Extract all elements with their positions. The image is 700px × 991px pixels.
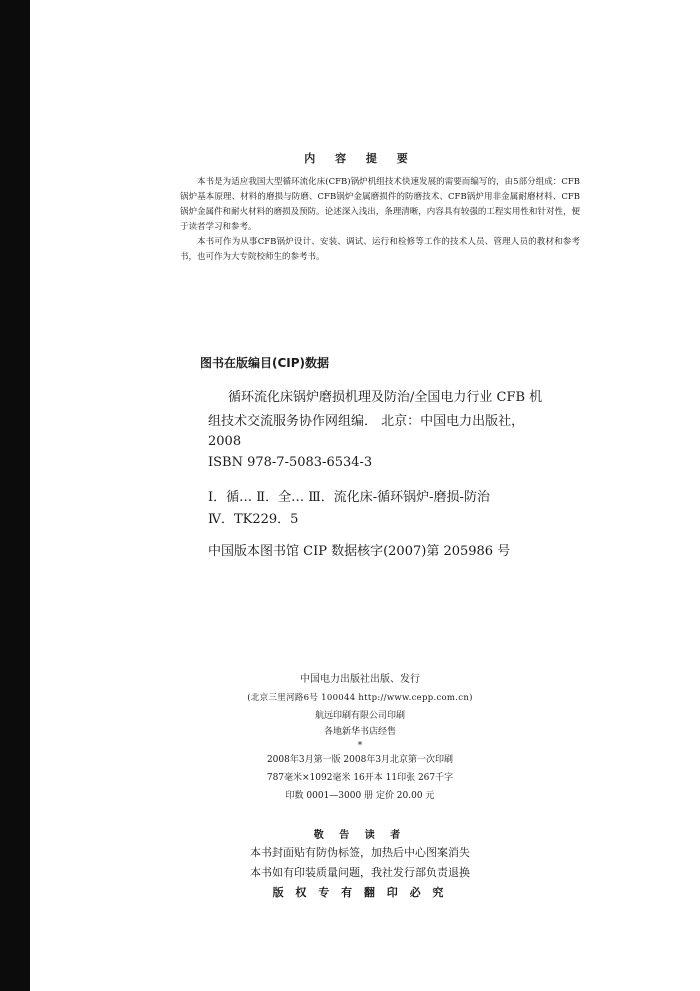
printer-name: 航远印刷有限公司印刷 xyxy=(314,711,405,721)
separator-star: * xyxy=(357,741,363,751)
publisher-name: 中国电力出版社出版、发行 xyxy=(300,674,420,685)
abstract-title: 内 容 提 要 xyxy=(304,152,416,165)
abstract-body xyxy=(180,175,580,265)
publisher-address: (北京三里河路6号 100044 http://www.cepp.com.cn) xyxy=(247,693,473,703)
page-spine-shadow xyxy=(0,0,30,991)
cip-record-number: 中国版本图书馆 CIP 数据核字(2007)第 205986 号 xyxy=(208,544,511,559)
cip-subjects: Ⅰ．循… Ⅱ．全… Ⅲ．流化床-循环锅炉-磨损-防治 xyxy=(208,490,490,505)
cip-title-line: 循环流化床锅炉磨损机理及防治/全国电力行业 CFB 机 xyxy=(228,390,543,405)
abstract-paragraph: 本书可作为从事CFB锅炉设计、安装、调试、运行和检修等工作的技术人员、管理人员的教材和参考书，也可作为大专院校师生的参考书。 xyxy=(180,237,580,262)
print-run-price: 印数 0001—3000 册 定价 20.00 元 xyxy=(285,791,435,801)
notice-line: 本书封面贴有防伪标签，加热后中心图案消失 xyxy=(250,846,470,859)
cip-classification: Ⅳ．TK229．5 xyxy=(208,512,299,527)
distributor: 各地新华书店经售 xyxy=(323,727,396,737)
notice-line: 本书如有印装质量问题，我社发行部负责退换 xyxy=(250,866,470,879)
cip-isbn: ISBN 978-7-5083-6534-3 xyxy=(208,455,373,470)
edition-info: 2008年3月第一版 2008年3月北京第一次印刷 xyxy=(266,755,454,765)
cip-heading: 图书在版编目(CIP)数据 xyxy=(200,356,330,370)
notice-title: 敬 告 读 者 xyxy=(313,830,407,841)
format-info: 787毫米×1092毫米 16开本 11印张 267千字 xyxy=(266,773,454,783)
cip-title-line: 组技术交流服务协作网组编． 北京：中国电力出版社， xyxy=(208,414,525,429)
copyright-notice: 版 权 专 有 翻 印 必 究 xyxy=(272,886,448,899)
cip-year: 2008 xyxy=(208,434,242,449)
abstract-paragraph: 本书是为适应我国大型循环流化床(CFB)锅炉机组技术快速发展的需要而编写的，由5部分组成：CFB锅炉基本原理、材料的磨损与防磨、CFB锅炉金属磨损件的防磨技术、CFB锅炉用非金属耐磨材料、CFB锅炉金属件和耐火材料的磨损及预防。论述深入浅出，条理清晰，内容具有较强的工程实用性和针对性，便于读者学习和参考。 xyxy=(180,177,580,232)
